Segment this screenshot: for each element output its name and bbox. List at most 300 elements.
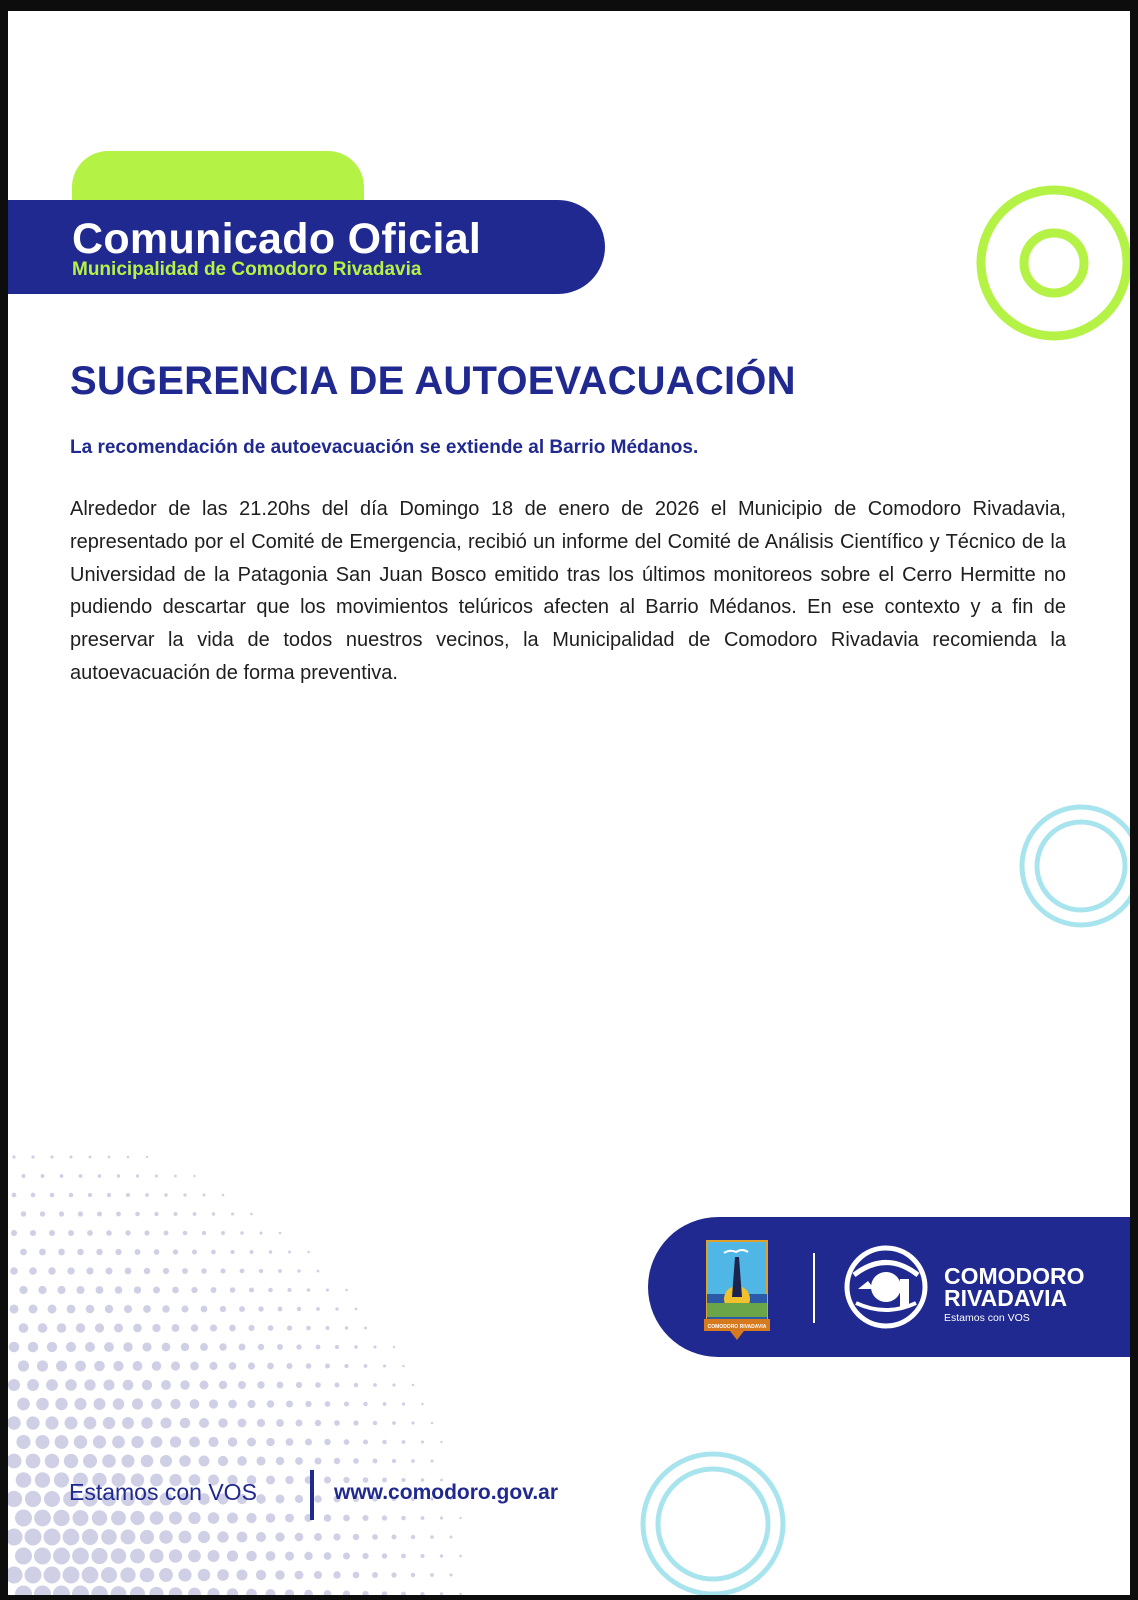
halftone-dot <box>334 1382 339 1387</box>
halftone-dot <box>34 1586 51 1596</box>
halftone-dot <box>200 1381 209 1390</box>
halftone-dot <box>17 1398 30 1411</box>
halftone-dot <box>162 1305 169 1312</box>
halftone-dot <box>86 1305 95 1314</box>
halftone-dot <box>159 1530 173 1544</box>
halftone-dot <box>256 1532 266 1542</box>
halftone-dot <box>209 1399 218 1408</box>
halftone-dot <box>304 1590 313 1595</box>
halftone-dot <box>372 1572 378 1578</box>
halftone-dot <box>50 1155 53 1158</box>
halftone-dot <box>201 1306 208 1313</box>
halftone-dot <box>256 1456 265 1465</box>
halftone-dot <box>173 1249 178 1254</box>
halftone-dot <box>227 1550 238 1561</box>
halftone-dot <box>334 1458 340 1464</box>
halftone-dot <box>131 1436 143 1448</box>
halftone-dot <box>39 1249 46 1256</box>
halftone-dot <box>95 1323 104 1332</box>
halftone-dot <box>169 1587 183 1595</box>
halftone-dot <box>20 1249 27 1256</box>
halftone-dot <box>163 1268 169 1274</box>
halftone-dot <box>402 1402 405 1405</box>
halftone-dot <box>125 1230 130 1235</box>
halftone-dot <box>188 1512 200 1524</box>
halftone-dot <box>307 1251 310 1254</box>
halftone-dot <box>440 1554 443 1557</box>
halftone-dot <box>133 1324 142 1333</box>
halftone-dot <box>230 1250 234 1254</box>
halftone-dot <box>335 1307 338 1310</box>
halftone-dot <box>440 1592 443 1595</box>
footer-url-link[interactable]: www.comodoro.gov.ar <box>334 1481 559 1504</box>
halftone-dot <box>160 1417 171 1428</box>
halftone-dot <box>229 1362 237 1370</box>
halftone-dot <box>209 1362 217 1370</box>
halftone-dot <box>392 1383 395 1386</box>
halftone-dot <box>344 1401 349 1406</box>
halftone-dot <box>279 1232 282 1235</box>
halftone-dot <box>218 1456 228 1466</box>
halftone-dot <box>296 1382 302 1388</box>
halftone-dot <box>258 1306 263 1311</box>
halftone-dot <box>430 1573 434 1577</box>
halftone-dot <box>12 1155 15 1158</box>
halftone-dot <box>353 1458 359 1464</box>
halftone-dot <box>266 1589 276 1595</box>
halftone-dot <box>382 1591 388 1595</box>
halftone-dot <box>121 1454 134 1467</box>
halftone-dot <box>277 1344 283 1350</box>
halftone-dot <box>335 1345 339 1349</box>
halftone-dot <box>25 1491 41 1507</box>
halftone-dot <box>124 1305 132 1313</box>
halftone-dot <box>155 1175 158 1178</box>
halftone-dot <box>278 1307 283 1312</box>
halftone-dot <box>8 1416 21 1429</box>
halftone-dot <box>285 1551 294 1560</box>
halftone-dot <box>314 1571 322 1579</box>
halftone-dot <box>421 1403 424 1406</box>
halftone-dot <box>459 1593 462 1595</box>
halftone-dot <box>178 1568 191 1581</box>
halftone-dot <box>231 1212 234 1215</box>
halftone-dot <box>227 1513 238 1524</box>
halftone-dot <box>179 1531 192 1544</box>
halftone-dot <box>248 1325 254 1331</box>
halftone-dot <box>212 1212 215 1215</box>
halftone-dot <box>135 1249 141 1255</box>
halftone-dot <box>111 1548 127 1564</box>
halftone-dot <box>421 1440 424 1443</box>
halftone-dot <box>113 1361 123 1371</box>
halftone-dot <box>86 1267 93 1274</box>
halftone-dot <box>393 1346 395 1348</box>
halftone-dot <box>94 1398 106 1410</box>
halftone-dot <box>172 1287 179 1294</box>
halftone-dot <box>97 1212 102 1217</box>
halftone-dot <box>430 1535 434 1539</box>
halftone-dot <box>130 1549 145 1564</box>
halftone-dot <box>111 1511 126 1526</box>
halftone-dot <box>345 1326 348 1329</box>
halftone-dot <box>276 1495 285 1504</box>
halftone-dot <box>421 1516 425 1520</box>
halftone-dot <box>246 1589 257 1595</box>
halftone-dot <box>316 1345 321 1350</box>
halftone-dot <box>188 1550 201 1563</box>
halftone-dots-pattern <box>8 1151 478 1595</box>
halftone-dot <box>45 1454 60 1469</box>
halftone-dot <box>295 1495 303 1503</box>
halftone-dot <box>382 1515 387 1520</box>
halftone-dot <box>250 1250 254 1254</box>
halftone-dot <box>123 1380 134 1391</box>
halftone-dot <box>66 1342 76 1352</box>
halftone-dot <box>208 1512 220 1524</box>
halftone-dot <box>115 1286 123 1294</box>
halftone-dot <box>401 1592 406 1595</box>
halftone-dot <box>87 1230 93 1236</box>
halftone-dot <box>237 1570 248 1581</box>
halftone-dot <box>29 1267 37 1275</box>
halftone-dot <box>180 1418 191 1429</box>
halftone-dot <box>162 1343 171 1352</box>
halftone-dot <box>72 1548 89 1565</box>
halftone-dot <box>354 1383 358 1387</box>
halftone-dot <box>219 1381 227 1389</box>
halftone-dot <box>53 1548 70 1565</box>
halftone-dot <box>305 1438 312 1445</box>
halftone-dot <box>412 1384 415 1387</box>
halftone-dot <box>84 1417 97 1430</box>
halftone-dot <box>208 1437 218 1447</box>
halftone-dot <box>55 1435 69 1449</box>
halftone-dot <box>402 1365 405 1368</box>
halftone-dot <box>9 1342 20 1353</box>
halftone-dot <box>44 1529 61 1546</box>
halftone-dot <box>247 1438 256 1447</box>
halftone-dot <box>392 1421 396 1425</box>
halftone-dot <box>295 1533 304 1542</box>
halftone-dot <box>295 1457 303 1465</box>
halftone-dot <box>64 1454 78 1468</box>
decorative-rings-bottom <box>633 1445 793 1595</box>
halftone-dot <box>103 1417 115 1429</box>
halftone-dot <box>324 1514 331 1521</box>
halftone-dot <box>316 1307 320 1311</box>
halftone-dot <box>114 1324 123 1333</box>
halftone-dot <box>172 1324 180 1332</box>
halftone-dot <box>285 1476 293 1484</box>
halftone-dot <box>229 1325 236 1332</box>
halftone-dot <box>325 1326 329 1330</box>
halftone-dot <box>69 1155 72 1158</box>
halftone-dot <box>53 1510 69 1526</box>
halftone-dot <box>199 1456 210 1467</box>
halftone-dot <box>268 1325 274 1331</box>
halftone-dot <box>198 1531 210 1543</box>
halftone-dot <box>210 1324 217 1331</box>
halftone-dot <box>431 1422 433 1424</box>
halftone-dot <box>8 1379 20 1391</box>
halftone-dot <box>50 1193 55 1198</box>
halftone-dot <box>295 1419 302 1426</box>
halftone-dot <box>144 1268 151 1275</box>
halftone-dot <box>78 1211 83 1216</box>
brand-name-line1: COMODORO <box>944 1263 1085 1289</box>
header-banner <box>8 200 605 294</box>
footer-divider <box>310 1470 314 1520</box>
halftone-dot <box>149 1549 163 1563</box>
halftone-dot <box>11 1230 17 1236</box>
halftone-dot <box>65 1417 78 1430</box>
subheadline: La recomendación de autoevacuación se extiende al Barrio Médanos. <box>70 437 699 458</box>
halftone-dot <box>115 1249 121 1255</box>
halftone-dot <box>149 1587 163 1595</box>
halftone-dot <box>8 1454 21 1469</box>
halftone-dot <box>154 1249 160 1255</box>
banner-subtitle: Municipalidad de Comodoro Rivadavia <box>72 259 422 280</box>
halftone-dot <box>104 1342 114 1352</box>
halftone-dot <box>15 1586 32 1596</box>
halftone-dot <box>228 1437 238 1447</box>
halftone-dot <box>266 1475 275 1484</box>
halftone-dot <box>449 1573 452 1576</box>
halftone-dot <box>344 1439 350 1445</box>
halftone-dot <box>285 1514 294 1523</box>
halftone-dot <box>15 1548 32 1565</box>
halftone-dot <box>193 1175 195 1177</box>
halftone-dot <box>353 1534 359 1540</box>
halftone-dot <box>333 1571 340 1578</box>
halftone-dot <box>10 1267 18 1275</box>
halftone-dot <box>266 1513 276 1523</box>
halftone-dot <box>63 1567 80 1584</box>
halftone-dot <box>49 1230 55 1236</box>
halftone-dot <box>143 1305 151 1313</box>
halftone-dot <box>91 1548 107 1564</box>
halftone-dot <box>286 1363 292 1369</box>
halftone-dot <box>146 1156 148 1158</box>
halftone-dot <box>383 1402 387 1406</box>
halftone-dot <box>37 1360 48 1371</box>
halftone-dot <box>317 1270 320 1273</box>
halftone-dot <box>38 1323 48 1333</box>
halftone-dot <box>74 1398 86 1410</box>
halftone-dot <box>179 1455 191 1467</box>
halftone-dot <box>135 1212 140 1217</box>
halftone-dot <box>373 1345 376 1348</box>
halftone-dot <box>257 1419 265 1427</box>
halftone-dot <box>164 1231 169 1236</box>
halftone-dot <box>91 1586 108 1595</box>
halftone-dot <box>183 1193 186 1196</box>
halftone-dot <box>113 1398 125 1410</box>
halftone-dot <box>38 1286 46 1294</box>
halftone-dot <box>211 1250 216 1255</box>
brand-logo-pill <box>648 1217 1130 1357</box>
halftone-dot <box>287 1288 291 1292</box>
halftone-dot <box>16 1472 32 1488</box>
halftone-dot <box>420 1592 424 1595</box>
halftone-dot <box>46 1379 58 1391</box>
halftone-dot <box>26 1454 41 1469</box>
halftone-dot <box>203 1194 206 1197</box>
halftone-dot <box>122 1417 134 1429</box>
halftone-dot <box>164 1193 168 1197</box>
halftone-dot <box>83 1454 97 1468</box>
halftone-dot <box>96 1286 104 1294</box>
halftone-dot <box>123 1342 132 1351</box>
halftone-dot <box>276 1419 284 1427</box>
halftone-dot <box>68 1230 74 1236</box>
halftone-dot <box>53 1586 70 1596</box>
halftone-dot <box>431 1460 434 1463</box>
halftone-dot <box>35 1472 50 1487</box>
halftone-dot <box>246 1551 257 1562</box>
halftone-dot <box>344 1364 348 1368</box>
brand-name-line2: RIVADAVIA <box>944 1285 1068 1311</box>
halftone-dot <box>82 1529 98 1545</box>
halftone-dot <box>391 1572 396 1577</box>
halftone-dot <box>220 1306 226 1312</box>
halftone-dot <box>201 1268 207 1274</box>
halftone-dot <box>31 1155 34 1158</box>
halftone-dot <box>372 1534 378 1540</box>
halftone-dot <box>170 1399 180 1409</box>
halftone-dot <box>363 1515 369 1521</box>
halftone-dot <box>36 1398 49 1411</box>
halftone-dot <box>159 1568 173 1582</box>
halftone-dot <box>324 1552 332 1560</box>
halftone-dot <box>60 1174 64 1178</box>
halftone-dot <box>333 1533 340 1540</box>
halftone-dot <box>363 1439 368 1444</box>
halftone-dot <box>220 1268 225 1273</box>
halftone-dot <box>188 1588 201 1595</box>
halftone-dot <box>151 1399 162 1410</box>
halftone-dot <box>278 1269 282 1273</box>
halftone-dot <box>343 1553 350 1560</box>
halftone-dot <box>75 1361 86 1372</box>
halftone-dot <box>324 1590 332 1595</box>
halftone-dot <box>266 1551 276 1561</box>
halftone-dot <box>217 1569 229 1581</box>
halftone-dot <box>315 1382 321 1388</box>
brand-tagline: Estamos con VOS <box>944 1312 1030 1324</box>
halftone-dot <box>183 1231 188 1236</box>
halftone-dot <box>106 1230 112 1236</box>
halftone-dot <box>297 1307 301 1311</box>
halftone-dot <box>208 1550 220 1562</box>
halftone-dot <box>306 1363 312 1369</box>
halftone-dot <box>77 1286 85 1294</box>
halftone-dot <box>402 1440 406 1444</box>
halftone-dot <box>459 1555 462 1558</box>
halftone-dot <box>36 1435 50 1449</box>
halftone-dot <box>112 1436 125 1449</box>
halftone-dot <box>222 1194 225 1197</box>
halftone-dot <box>326 1288 329 1291</box>
halftone-dot <box>227 1588 238 1595</box>
halftone-dot <box>171 1361 180 1370</box>
halftone-dot <box>221 1231 225 1235</box>
halftone-dot <box>84 1379 95 1390</box>
halftone-dot <box>120 1567 135 1582</box>
halftone-dot <box>362 1553 368 1559</box>
halftone-dot <box>57 1286 65 1294</box>
halftone-dot <box>202 1231 206 1235</box>
halftone-dot <box>170 1436 181 1447</box>
halftone-dot <box>324 1439 330 1445</box>
halftone-dot <box>267 1400 275 1408</box>
halftone-dot <box>181 1343 189 1351</box>
halftone-dot <box>373 1421 377 1425</box>
halftone-dot <box>28 1342 38 1352</box>
halftone-dot <box>12 1193 17 1198</box>
halftone-dot <box>56 1361 67 1372</box>
halftone-dot <box>180 1380 189 1389</box>
halftone-dot <box>59 1211 64 1216</box>
halftone-dot <box>34 1510 51 1527</box>
halftone-dot <box>102 1454 116 1468</box>
halftone-dot <box>240 1269 245 1274</box>
halftone-dot <box>47 1342 57 1352</box>
halftone-dot <box>411 1535 415 1539</box>
halftone-dot <box>48 1305 57 1314</box>
halftone-dot <box>275 1570 285 1580</box>
halftone-dot <box>108 1156 111 1159</box>
halftone-dot <box>343 1590 350 1595</box>
halftone-dot <box>391 1534 396 1539</box>
halftone-dot <box>191 1324 199 1332</box>
halftone-dot <box>306 1326 311 1331</box>
halftone-dot <box>111 1586 127 1595</box>
halftone-dot <box>401 1516 406 1521</box>
halftone-dot <box>44 1491 60 1507</box>
page-title: SUGERENCIA DE AUTOEVACUACIÓN <box>70 359 796 403</box>
halftone-dot <box>40 1211 45 1216</box>
halftone-dot <box>240 1231 244 1235</box>
halftone-dot <box>364 1364 368 1368</box>
halftone-dot <box>8 1567 23 1584</box>
halftone-dot <box>305 1401 311 1407</box>
halftone-dot <box>89 1156 92 1159</box>
halftone-dot <box>258 1344 264 1350</box>
halftone-dot <box>181 1305 188 1312</box>
halftone-dot <box>401 1554 406 1559</box>
halftone-dot <box>169 1512 182 1525</box>
halftone-dot <box>152 1324 160 1332</box>
halftone-dot <box>22 1174 26 1178</box>
halftone-dot <box>150 1511 164 1525</box>
halftone-dot <box>142 1342 151 1351</box>
halftone-dot <box>392 1459 396 1463</box>
halftone-dot <box>19 1286 27 1294</box>
halftone-dot <box>286 1401 293 1408</box>
halftone-dot <box>125 1268 132 1275</box>
halftone-dot <box>98 1174 102 1178</box>
decorative-rings-green <box>976 184 1130 344</box>
halftone-dot <box>198 1569 210 1581</box>
halftone-dot <box>217 1531 228 1542</box>
halftone-dot <box>189 1437 200 1448</box>
halftone-dot <box>354 1345 358 1349</box>
halftone-dot <box>25 1567 42 1584</box>
halftone-dot <box>41 1174 45 1178</box>
halftone-dot <box>93 1435 106 1448</box>
